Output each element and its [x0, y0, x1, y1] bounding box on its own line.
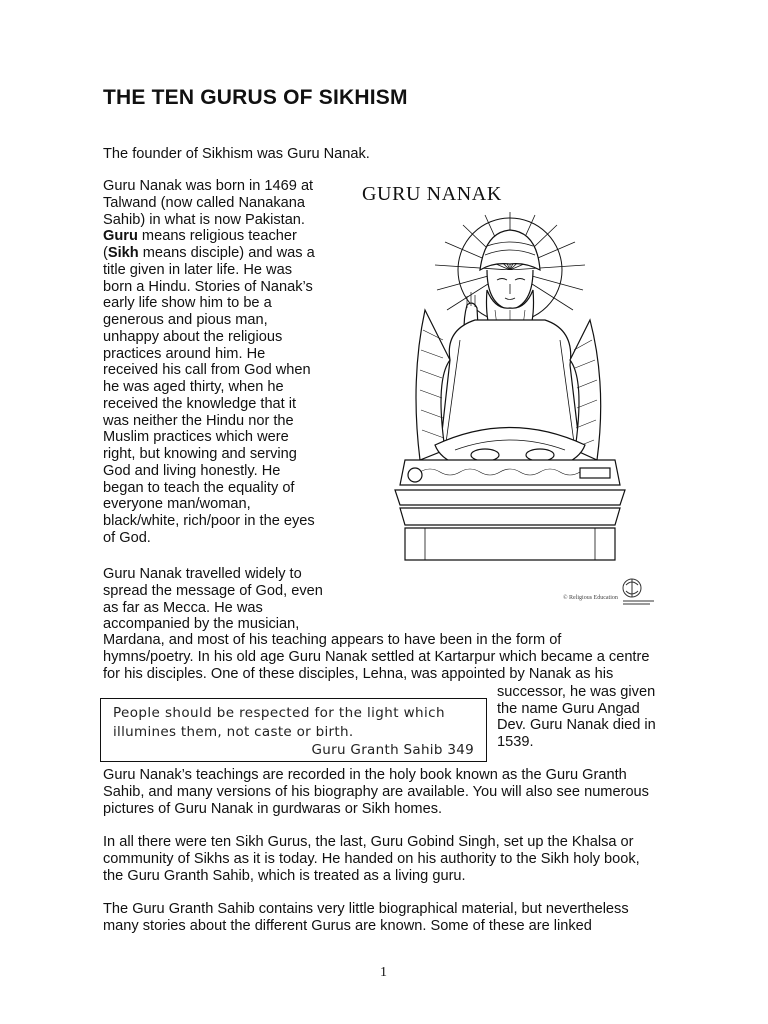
text-line: black/white, rich/poor in the eyes [103, 513, 315, 529]
text-line: of God. [103, 529, 151, 546]
paragraph-birth [103, 178, 353, 547]
quote-source: Guru Granth Sahib 349 [311, 742, 474, 758]
picture-credit: © Religious Education [563, 595, 618, 601]
text-line: everyone man/woman, [103, 496, 251, 513]
text-line: the name Guru Angad [497, 700, 640, 717]
publisher-logo-icon [620, 577, 656, 607]
text-line: he was aged thirty, when he [103, 379, 284, 395]
paragraph-ten-gurus [103, 834, 683, 885]
text-line: many stories about the different Gurus are known. Some of these are linked [103, 918, 592, 934]
bold-term-sikh: Sikh [107, 245, 139, 261]
guru-nanak-illustration [375, 210, 650, 580]
text-line: the Guru Granth Sahib, which is treated as a living guru. [103, 868, 466, 884]
paragraph-travels-wide [103, 632, 683, 683]
text-line: accompanied by the musician, [103, 616, 300, 633]
paragraph-granth-sahib [103, 901, 683, 935]
text-line: pictures of Guru Nanak in gurdwaras or Sikh homes. [103, 801, 443, 817]
text-line: hymns/poetry. In his old age Guru Nanak settled at Kartarpur which became a centre [103, 649, 650, 665]
page-number: 1 [380, 965, 387, 980]
text-line: Guru Nanak was born in 1469 at [103, 178, 314, 194]
text-line: God and living honestly. He [103, 462, 281, 479]
text-line: Guru means religious teacher [103, 228, 297, 245]
text-line: Mardana, and most of his teaching appears to have been in the form of [103, 632, 562, 648]
text-line: as far as Mecca. He was [103, 599, 263, 616]
text-line: received the knowledge that it [103, 395, 297, 412]
text-line: Guru Nanak travelled widely to [103, 566, 302, 582]
text-line: right, but knowing and serving [103, 446, 297, 462]
text-line: born a Hindu. Stories of Nanak’s [103, 278, 313, 295]
text-line: title given in later life. He was [103, 261, 292, 278]
text-line: In all there were ten Sikh Gurus, the last, Guru Gobind Singh, set up the Khalsa or [103, 834, 634, 850]
text-line: successor, he was given [497, 684, 656, 700]
paragraph-successor [497, 684, 687, 750]
text-line: 1539. [497, 733, 534, 750]
text-line: early life show him to be a [103, 295, 272, 312]
text-line: Sahib, and many versions of his biography are available. You will also see numerous [103, 784, 649, 800]
quote-line-2: illumines them, not caste or birth. [113, 724, 354, 740]
picture-caption: GURU NANAK [362, 183, 502, 205]
text-line: Muslim practices which were [103, 429, 289, 446]
text-line: practices around him. He [103, 345, 266, 362]
text-line: The Guru Granth Sahib contains very little biographical material, but nevertheless [103, 901, 629, 917]
intro-paragraph: The founder of Sikhism was Guru Nanak. [103, 146, 370, 162]
text-line: was neither the Hindu nor the [103, 412, 294, 429]
text-line: received his call from God when [103, 362, 311, 379]
text-line: generous and pious man, [103, 312, 268, 328]
text-line: community of Sikhs as it is today. He handed on his authority to the Sikh holy book, [103, 851, 640, 867]
text-line: for his disciples. One of these disciples, Lehna, was appointed by Nanak as his [103, 666, 614, 682]
bold-term-guru: Guru [103, 228, 138, 245]
text-line: (Sikh means disciple) and was a [103, 245, 315, 261]
paragraph-travels-narrow [103, 566, 353, 633]
text-line: unhappy about the religious [103, 328, 283, 345]
text-line: spread the message of God, even [103, 582, 323, 599]
quote-box [100, 698, 487, 762]
text-line: Guru Nanak’s teachings are recorded in the holy book known as the Guru Granth [103, 767, 627, 783]
text-line: Sahib) in what is now Pakistan. [103, 211, 305, 228]
text-line: Dev. Guru Nanak died in [497, 717, 656, 733]
text-line: Talwand (now called Nanakana [103, 194, 306, 211]
paragraph-teachings [103, 767, 683, 818]
text-line: began to teach the equality of [103, 479, 295, 496]
quote-line-1: People should be respected for the light which [113, 705, 445, 721]
document-title: THE TEN GURUS OF SIKHISM [103, 86, 408, 109]
